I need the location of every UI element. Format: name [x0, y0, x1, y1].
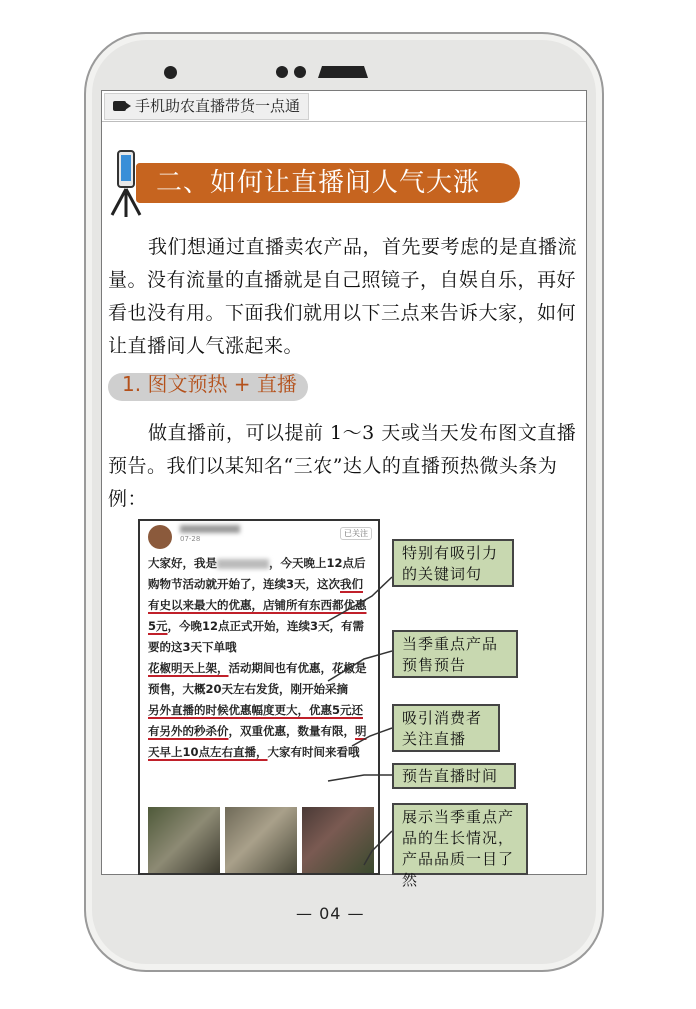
- subsection-heading: [108, 367, 318, 401]
- intro-paragraph: [108, 231, 582, 363]
- book-title: 手机助农直播带货一点通: [135, 97, 301, 115]
- post-highlight: 明天早上10点左右直播，: [148, 724, 367, 759]
- front-camera: [164, 66, 177, 79]
- post-text: ，今晚12点正式开始，连续3天，有需要的这3天下单哦: [148, 619, 365, 654]
- section-title: 二、如何让直播间人气大涨: [156, 168, 481, 198]
- example-post-screenshot: [138, 519, 380, 875]
- book-title-tab: [104, 93, 309, 120]
- sensor-dot: [294, 66, 306, 78]
- post-photo: [148, 807, 220, 873]
- post-body: [148, 553, 374, 763]
- callout-presale: 当季重点产品预售预告: [392, 630, 518, 678]
- page-number: — 04 —: [296, 904, 365, 923]
- video-camera-icon: [113, 101, 126, 111]
- post-photos: [148, 807, 374, 873]
- callout-keywords: 特别有吸引力的关键词句: [392, 539, 514, 587]
- example-text: 做直播前，可以提前 1～3 天或当天发布图文直播预告。我们以某知名“三农”达人的直播预热微头条为例：: [108, 422, 577, 510]
- follow-badge: 已关注: [340, 527, 372, 540]
- post-date: 07-28: [180, 535, 201, 543]
- post-text: 活动期间也有优惠，花椒是预售，大概20天左右发货，刚开始采摘: [148, 661, 367, 696]
- avatar: [148, 525, 172, 549]
- blurred-author-name: [180, 525, 240, 533]
- phone-screen: [101, 90, 587, 889]
- post-text: 大家有时间来看哦: [267, 745, 360, 759]
- sensor-dot: [276, 66, 288, 78]
- post-photo: [302, 807, 374, 873]
- section-heading: [106, 151, 526, 231]
- intro-text: 我们想通过直播卖农产品，首先要考虑的是直播流量。没有流量的直播就是自己照镜子，自娱自乐，再好看也没有用。下面我们就用以下三点来告诉大家，如何让直播间人气涨起来。: [108, 236, 578, 357]
- callout-live-time: 预告直播时间: [392, 763, 516, 789]
- post-photo: [225, 807, 297, 873]
- callout-product-photos: 展示当季重点产品的生长情况，产品品质一目了然: [392, 803, 528, 875]
- speaker-grille: [318, 66, 368, 78]
- example-paragraph: [108, 417, 582, 516]
- subsection-title: 1. 图文预热 + 直播: [122, 372, 297, 396]
- post-text: ，双重优惠，数量有限，: [228, 724, 355, 738]
- callout-attract: 吸引消费者关注直播: [392, 704, 500, 752]
- post-highlight: 另外直播的时候优惠幅度更大，优惠5元还有另外的秒杀价: [148, 703, 363, 738]
- post-highlight: 我们有史以来最大的优惠，店铺所有东西都优惠5元: [148, 577, 367, 633]
- post-text: ，今天晚上12点后购物节活动就开始了，连续3天，这次: [148, 556, 366, 591]
- blurred-author-name: [217, 559, 269, 569]
- post-highlight: 花椒明天上架，: [148, 661, 229, 675]
- post-text: 大家好，我是: [148, 556, 217, 570]
- page-header: [102, 91, 586, 122]
